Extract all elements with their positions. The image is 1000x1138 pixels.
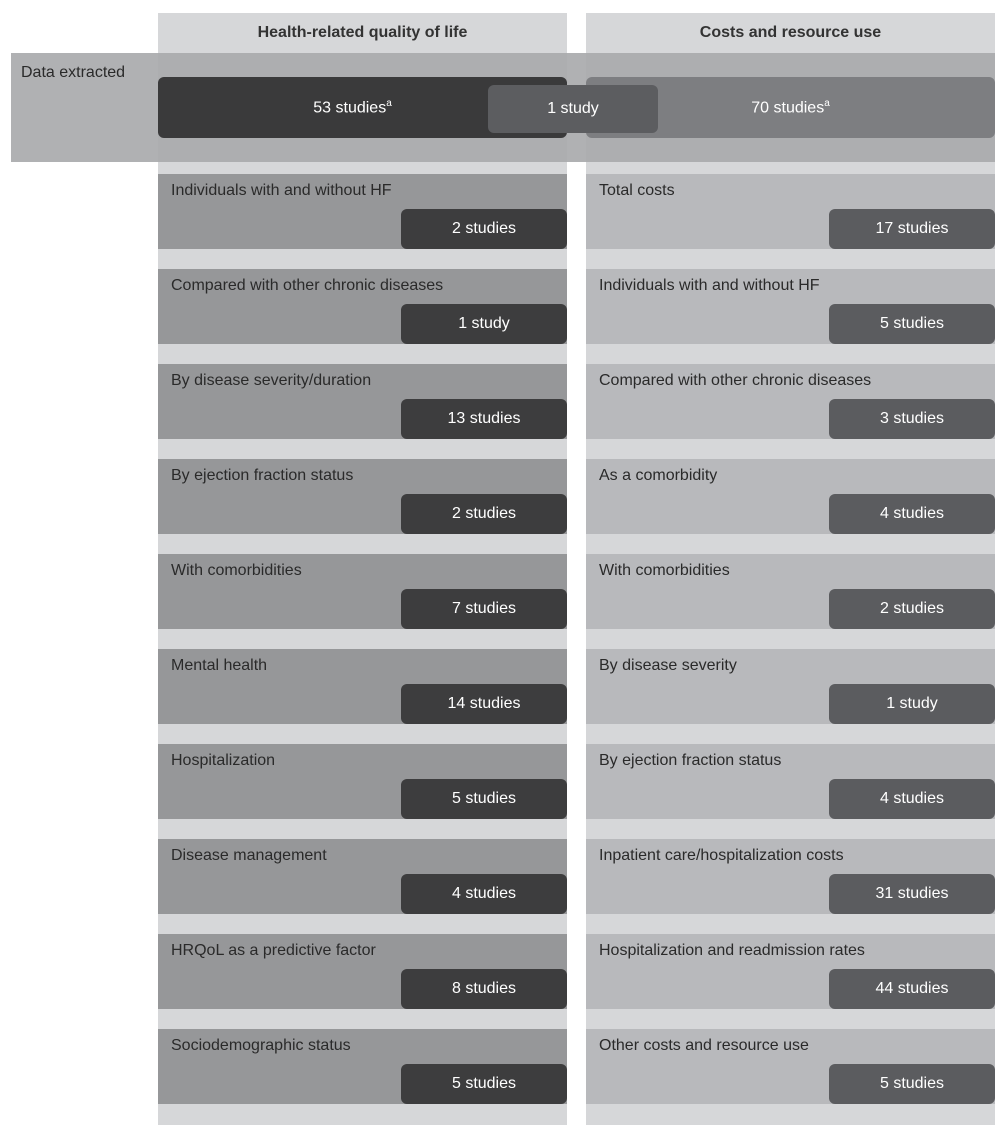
costs-row-count: 1 study bbox=[829, 684, 995, 724]
hrql-row-count: 14 studies bbox=[401, 684, 567, 724]
costs-row bbox=[586, 174, 995, 249]
costs-row bbox=[586, 364, 995, 439]
hrql-row-label: By disease severity/duration bbox=[171, 372, 372, 389]
costs-total-footnote: a bbox=[824, 97, 830, 109]
hrql-total-footnote: a bbox=[386, 97, 392, 109]
hrql-row-label: Disease management bbox=[171, 847, 327, 864]
hrql-row bbox=[158, 839, 567, 914]
costs-row-count: 4 studies bbox=[829, 779, 995, 819]
costs-row-count: 2 studies bbox=[829, 589, 995, 629]
costs-column-title: Costs and resource use bbox=[699, 24, 882, 41]
costs-row bbox=[586, 934, 995, 1009]
costs-row-label: Inpatient care/hospitalization costs bbox=[599, 847, 844, 864]
hrql-row-count: 13 studies bbox=[401, 399, 567, 439]
costs-row bbox=[586, 269, 995, 344]
costs-row-label: Individuals with and without HF bbox=[599, 277, 820, 294]
hrql-total-count: 53 studies bbox=[313, 99, 387, 117]
costs-row-label: With comorbidities bbox=[599, 562, 730, 579]
costs-row bbox=[586, 554, 995, 629]
hrql-row-label: Compared with other chronic diseases bbox=[171, 277, 444, 294]
hrql-row bbox=[158, 459, 567, 534]
costs-row bbox=[586, 649, 995, 724]
hrql-row-count: 2 studies bbox=[401, 209, 567, 249]
overlap-pill: 1 study bbox=[488, 85, 658, 133]
costs-total-count: 70 studies bbox=[751, 99, 825, 117]
costs-row-count: 44 studies bbox=[829, 969, 995, 1009]
hrql-row-label: With comorbidities bbox=[171, 562, 302, 579]
hrql-row-count: 5 studies bbox=[401, 1064, 567, 1104]
hrql-row-count: 4 studies bbox=[401, 874, 567, 914]
hrql-row-count: 2 studies bbox=[401, 494, 567, 534]
hrql-row-count: 7 studies bbox=[401, 589, 567, 629]
hrql-row-label: Mental health bbox=[171, 657, 268, 674]
hrql-row-label: Individuals with and without HF bbox=[171, 182, 392, 199]
data-extracted-label: Data extracted bbox=[21, 64, 126, 81]
costs-row bbox=[586, 1029, 995, 1104]
costs-row-label: By ejection fraction status bbox=[599, 752, 782, 769]
hrql-row bbox=[158, 269, 567, 344]
costs-row bbox=[586, 744, 995, 819]
costs-row bbox=[586, 839, 995, 914]
hrql-row bbox=[158, 649, 567, 724]
hrql-column-title: Health-related quality of life bbox=[257, 24, 468, 41]
hrql-row-label: HRQoL as a predictive factor bbox=[171, 942, 376, 959]
hrql-row bbox=[158, 174, 567, 249]
hrql-row-label: Sociodemographic status bbox=[171, 1037, 351, 1054]
hrql-row bbox=[158, 364, 567, 439]
hrql-row bbox=[158, 554, 567, 629]
costs-row-count: 5 studies bbox=[829, 1064, 995, 1104]
costs-row-label: Other costs and resource use bbox=[599, 1037, 809, 1054]
hrql-row bbox=[158, 744, 567, 819]
hrql-row bbox=[158, 934, 567, 1009]
hrql-row-label: Hospitalization bbox=[171, 752, 276, 769]
costs-row-count: 17 studies bbox=[829, 209, 995, 249]
hrql-row-count: 1 study bbox=[401, 304, 567, 344]
hrql-row-count: 5 studies bbox=[401, 779, 567, 819]
costs-row-count: 3 studies bbox=[829, 399, 995, 439]
hrql-row bbox=[158, 1029, 567, 1104]
costs-row-count: 4 studies bbox=[829, 494, 995, 534]
hrql-row-count: 8 studies bbox=[401, 969, 567, 1009]
costs-row-count: 31 studies bbox=[829, 874, 995, 914]
costs-row-label: Total costs bbox=[599, 182, 675, 199]
costs-row-label: By disease severity bbox=[599, 657, 737, 674]
hrql-row-label: By ejection fraction status bbox=[171, 467, 354, 484]
costs-row bbox=[586, 459, 995, 534]
costs-row-label: As a comorbidity bbox=[599, 467, 718, 484]
costs-row-count: 5 studies bbox=[829, 304, 995, 344]
costs-row-label: Compared with other chronic diseases bbox=[599, 372, 872, 389]
costs-row-label: Hospitalization and readmission rates bbox=[599, 942, 865, 959]
